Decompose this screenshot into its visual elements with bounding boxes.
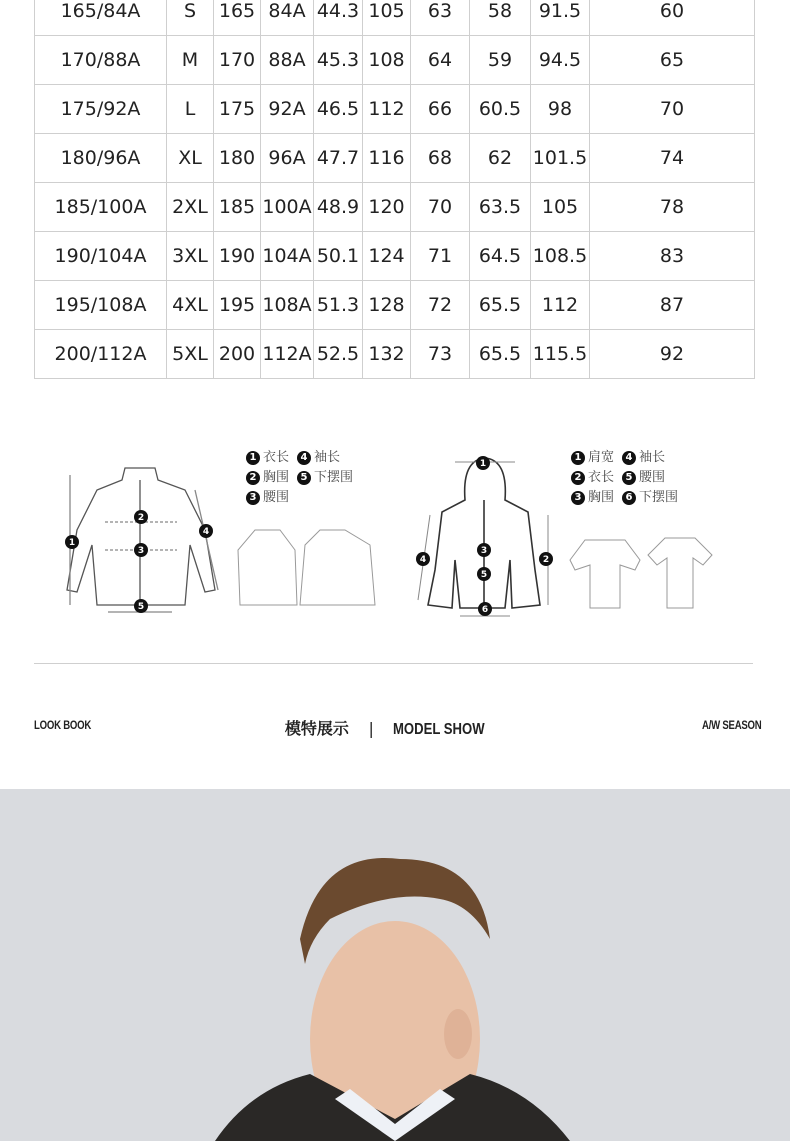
table-cell: 60	[590, 0, 755, 36]
look-book-label: LOOK BOOK	[34, 718, 92, 732]
table-cell: 4XL	[167, 281, 214, 330]
table-cell: 64.5	[470, 232, 531, 281]
table-cell: 195	[214, 281, 261, 330]
table-cell: 108.5	[531, 232, 590, 281]
table-cell: 65.5	[470, 330, 531, 379]
table-cell: 108	[363, 36, 411, 85]
table-cell: 63.5	[470, 183, 531, 232]
table-cell: 60.5	[470, 85, 531, 134]
table-cell: 185	[214, 183, 261, 232]
table-cell: 185/100A	[35, 183, 167, 232]
table-cell: 96A	[261, 134, 314, 183]
table-cell: 175/92A	[35, 85, 167, 134]
legend-label: 胸围	[263, 470, 290, 485]
table-row	[35, 232, 755, 281]
hoodie-diagram	[418, 458, 548, 616]
table-cell: 175	[214, 85, 261, 134]
table-cell: 52.5	[314, 330, 363, 379]
table-cell: 94.5	[531, 36, 590, 85]
marker-label: 3	[480, 546, 488, 556]
legend-label: 下摆围	[639, 490, 679, 505]
legend-num: 2	[571, 471, 585, 485]
table-cell: 190/104A	[35, 232, 167, 281]
legend-num: 6	[622, 491, 636, 505]
legend-num: 4	[297, 451, 311, 465]
legend-num: 5	[622, 471, 636, 485]
table-cell: 98	[531, 85, 590, 134]
table-row	[35, 281, 755, 330]
table-cell: 70	[411, 183, 470, 232]
table-cell: 124	[363, 232, 411, 281]
legend-num: 1	[246, 451, 260, 465]
marker-label: 6	[481, 605, 489, 615]
legend-right	[571, 448, 678, 508]
legend-label: 胸围	[588, 490, 615, 505]
table-cell: 120	[363, 183, 411, 232]
marker-label: 2	[542, 555, 550, 565]
table-cell: 200/112A	[35, 330, 167, 379]
table-cell: 58	[470, 0, 531, 36]
table-cell: 74	[590, 134, 755, 183]
table-cell: 65.5	[470, 281, 531, 330]
table-cell: 170/88A	[35, 36, 167, 85]
table-cell: 84A	[261, 0, 314, 36]
model-photo	[0, 789, 790, 1141]
section-title-cn: 模特展示	[284, 719, 349, 738]
table-cell: XL	[167, 134, 214, 183]
legend-label: 袖长	[314, 450, 341, 465]
legend-num: 3	[246, 491, 260, 505]
table-cell: 45.3	[314, 36, 363, 85]
table-cell: 51.3	[314, 281, 363, 330]
table-cell: 132	[363, 330, 411, 379]
table-cell: 50.1	[314, 232, 363, 281]
season-label: A/W SEASON	[702, 718, 762, 732]
table-cell: 115.5	[531, 330, 590, 379]
table-cell: 64	[411, 36, 470, 85]
legend-num: 1	[571, 451, 585, 465]
size-table-body	[35, 0, 755, 379]
table-cell: 44.3	[314, 0, 363, 36]
table-cell: 72	[411, 281, 470, 330]
marker-label: 1	[479, 459, 487, 469]
tshirt-sketches	[570, 538, 712, 608]
table-cell: 65	[590, 36, 755, 85]
table-cell: L	[167, 85, 214, 134]
table-row	[35, 183, 755, 232]
table-row	[35, 134, 755, 183]
table-cell: 46.5	[314, 85, 363, 134]
table-cell: 63	[411, 0, 470, 36]
table-cell: 128	[363, 281, 411, 330]
marker-label: 3	[137, 546, 145, 556]
table-cell: 165/84A	[35, 0, 167, 36]
table-cell: 70	[590, 85, 755, 134]
legend-label: 下摆围	[314, 470, 354, 485]
table-cell: 92	[590, 330, 755, 379]
marker-label: 5	[137, 602, 145, 612]
table-cell: 112	[363, 85, 411, 134]
legend-num: 3	[571, 491, 585, 505]
legend-label: 袖长	[639, 450, 666, 465]
legend-label: 腰围	[263, 490, 290, 505]
table-row	[35, 330, 755, 379]
table-cell: 180/96A	[35, 134, 167, 183]
table-cell: 71	[411, 232, 470, 281]
jacket-diagram	[67, 468, 218, 612]
model-portrait	[0, 789, 790, 1141]
table-cell: 200	[214, 330, 261, 379]
table-row	[35, 0, 755, 36]
legend-label: 腰围	[639, 470, 666, 485]
marker-label: 1	[68, 538, 76, 548]
marker-label: 2	[137, 513, 145, 523]
table-cell: 62	[470, 134, 531, 183]
table-cell: S	[167, 0, 214, 36]
size-table	[34, 0, 755, 379]
table-cell: 104A	[261, 232, 314, 281]
table-cell: 112	[531, 281, 590, 330]
table-cell: 100A	[261, 183, 314, 232]
table-row	[35, 85, 755, 134]
table-cell: 190	[214, 232, 261, 281]
table-cell: 92A	[261, 85, 314, 134]
table-cell: 180	[214, 134, 261, 183]
legend-num: 4	[622, 451, 636, 465]
table-cell: 73	[411, 330, 470, 379]
table-cell: M	[167, 36, 214, 85]
table-cell: 66	[411, 85, 470, 134]
table-cell: 88A	[261, 36, 314, 85]
table-cell: 59	[470, 36, 531, 85]
table-cell: 165	[214, 0, 261, 36]
legend-left	[246, 448, 353, 508]
table-cell: 195/108A	[35, 281, 167, 330]
table-cell: 2XL	[167, 183, 214, 232]
section-title	[0, 716, 790, 739]
legend-num: 5	[297, 471, 311, 485]
table-cell: 108A	[261, 281, 314, 330]
table-cell: 112A	[261, 330, 314, 379]
legend-label: 衣长	[588, 470, 615, 485]
table-row	[35, 36, 755, 85]
table-cell: 83	[590, 232, 755, 281]
table-cell: 47.7	[314, 134, 363, 183]
title-separator: |	[368, 719, 374, 738]
legend-num: 2	[246, 471, 260, 485]
marker-label: 4	[202, 527, 210, 537]
section-title-en: MODEL SHOW	[393, 721, 486, 738]
table-cell: 78	[590, 183, 755, 232]
table-cell: 5XL	[167, 330, 214, 379]
table-cell: 116	[363, 134, 411, 183]
marker-label: 5	[480, 570, 488, 580]
table-cell: 105	[531, 183, 590, 232]
section-divider	[34, 663, 753, 664]
legend-label: 衣长	[263, 450, 290, 465]
table-cell: 3XL	[167, 232, 214, 281]
legend-label: 肩宽	[588, 450, 615, 465]
suit-and-shirt-sketch	[238, 530, 375, 605]
table-cell: 101.5	[531, 134, 590, 183]
marker-label: 4	[419, 555, 427, 565]
table-cell: 105	[363, 0, 411, 36]
table-cell: 170	[214, 36, 261, 85]
table-cell: 87	[590, 281, 755, 330]
table-cell: 48.9	[314, 183, 363, 232]
measurement-guide	[0, 440, 790, 640]
table-cell: 91.5	[531, 0, 590, 36]
table-cell: 68	[411, 134, 470, 183]
